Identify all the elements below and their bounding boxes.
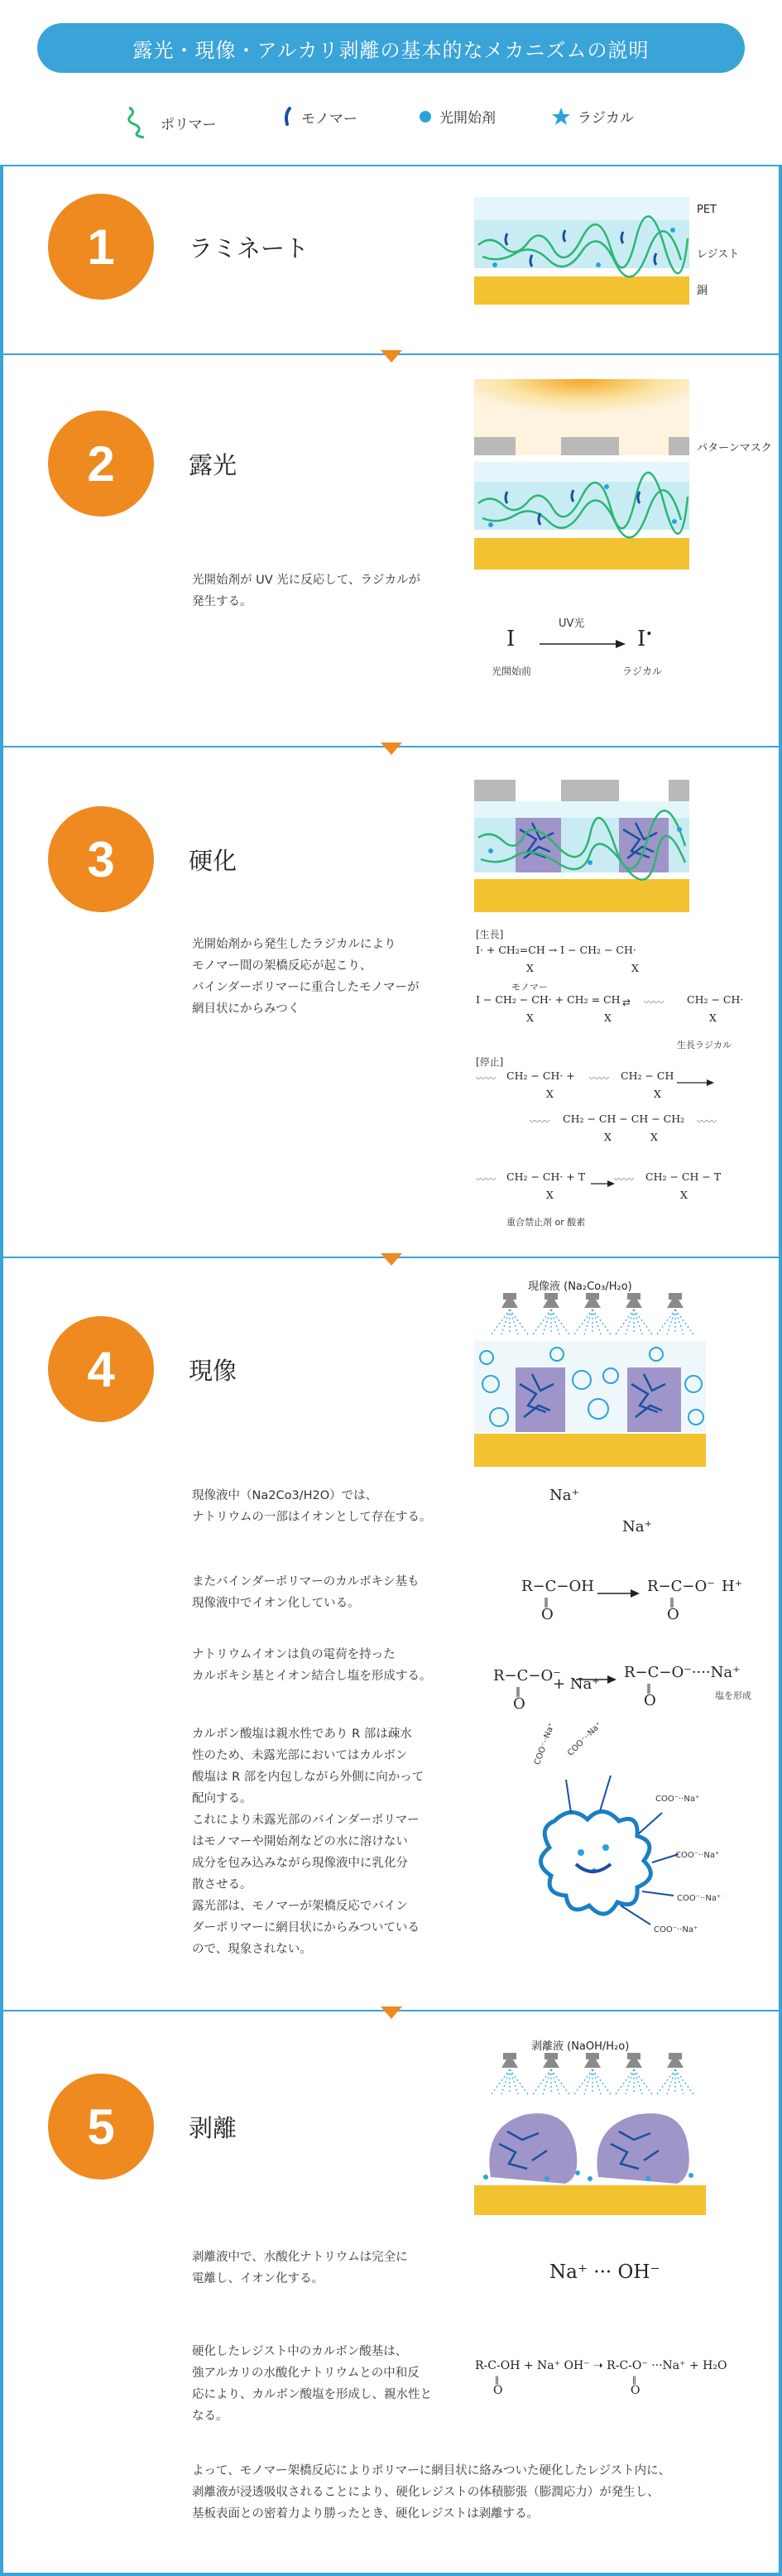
sodium-hydroxide-ions: Na⁺ ··· OH⁻ [549, 2261, 660, 2283]
hydrogen-ion: H⁺ [722, 1578, 743, 1595]
curing-diagram [474, 780, 689, 912]
termination-arrow [591, 1175, 616, 1184]
double-bond-mark: ‖ [669, 1596, 674, 1608]
stripping-diagram [474, 2053, 706, 2215]
step-3-title: 硬化 [189, 847, 237, 875]
exposure-diagram [474, 379, 689, 570]
step-3-text: 光開始剤から発生したラジカルにより モノマー間の架橋反応が起こり、 バインダーポリマーに重合したモノマーが 網目状にからみつく [192, 938, 420, 1016]
eq-substituent: X [709, 1012, 717, 1024]
eq-substituent: X [546, 1189, 554, 1201]
growth-radical-label: 生長ラジカル [677, 1040, 732, 1050]
developing-diagram [474, 1293, 706, 1467]
term-eq-1a: CH₂ − CH· + [506, 1069, 575, 1082]
monomer-label: モノマー [511, 982, 548, 992]
developer-label: 現像液 (Na₂Co₃/H₂o) [528, 1281, 632, 1293]
step-1-number: 1 [48, 194, 154, 300]
legend-monomer-label: モノマー [301, 110, 357, 127]
double-bond-mark: ‖ [495, 2376, 499, 2385]
double-bond-mark: ‖ [516, 1685, 521, 1697]
step-4-paragraph-1: 現像液中（Na2Co3/H2O）では、 ナトリウムの一部はイオンとして存在する。 [192, 1489, 432, 1524]
carboxylate: R−C−O⁻ [493, 1667, 561, 1684]
salt-formation: R−C−O⁻····Na⁺ [624, 1664, 741, 1681]
growth-eq-2a: I − CH₂ − CH· + CH₂ = CH [476, 993, 621, 1006]
eq-substituent: X [546, 1088, 554, 1100]
step-2-number: 2 [48, 411, 154, 517]
step-2-text: 光開始剤が UV 光に反応して、ラジカルが 発生する。 [192, 574, 420, 608]
eq-substituent: X [650, 1131, 658, 1143]
frame-left [0, 166, 3, 2576]
eq-substituent: X [604, 1012, 612, 1024]
carboxylate-sodium-pair: COO⁻··Na⁺ [533, 1721, 557, 1766]
step-arrow [381, 350, 402, 363]
eq-substituent: X [654, 1088, 661, 1100]
oxygen-atom: O [667, 1606, 679, 1623]
reaction-arrow [576, 1672, 617, 1682]
before-initiation-label: 光開始前 [492, 666, 532, 677]
legend-polymer-label: ポリマー [161, 116, 217, 133]
step-4-paragraph-4: カルボン酸塩は親水性であり R 部は疎水 性のため、未露光部においてはカルボン 酸塩は R 部を内包しながら外側に向かって 配向する。 これにより未露光部のバインダーポリマー はモノマーや開始剤などの水に溶けない 成分を包み込みながら現像液中に乳化分 散させる。 露光部は、モノマーが架橋反応でバイン ダーポリマーに網目状にからみついている ので、現象されない。 [192, 1728, 425, 1956]
double-bond-mark: ‖ [544, 1596, 549, 1608]
polymer-icon [124, 106, 154, 139]
salt-label: 塩を形成 [715, 1690, 751, 1701]
chain-wave: 〰〰 [644, 997, 664, 1008]
carboxylate-sodium-pair: COO⁻··Na⁺ [654, 1925, 698, 1934]
page-title: 露光・現像・アルカリ剥離の基本的なメカニズムの説明 [37, 23, 745, 73]
divider [0, 2573, 782, 2576]
step-5-paragraph-1: 剥離液中で、水酸化ナトリウムは完全に 電離し、イオン化する。 [192, 2251, 408, 2285]
chain-wave: 〰〰 [476, 1073, 497, 1084]
legend-radical [551, 106, 634, 127]
step-5-paragraph-2: 硬化したレジスト中のカルボン酸基は、 強アルカリの水酸化ナトリウムとの中和反 応により、カルボン酸塩を形成し、親水性と なる。 [192, 2345, 432, 2423]
term-eq-1b: CH₂ − CH [621, 1069, 674, 1082]
oxygen-atom: O [541, 1606, 554, 1623]
eq-substituent: X [631, 962, 639, 974]
double-bond-mark: ‖ [646, 1682, 651, 1694]
initiator-symbol: I [506, 627, 516, 651]
legend-monomer [281, 106, 357, 127]
eq-substituent: X [680, 1189, 688, 1201]
termination-label: [停止] [476, 1056, 504, 1068]
neutralization-equation: R-C-OH + Na⁺ OH⁻ ➝ R-C-O⁻ ···Na⁺ + H₂O [475, 2359, 727, 2372]
step-2-title: 露光 [189, 451, 237, 479]
legend [0, 98, 782, 139]
step-5-number: 5 [48, 2074, 154, 2180]
photoinitiator-icon [418, 109, 433, 124]
plus-sodium: + Na⁺ [553, 1675, 600, 1693]
step-4-paragraph-2: またバインダーポリマーのカルボキシ基も 現像液中でイオン化している。 [192, 1575, 420, 1610]
step-5-title: 剥離 [189, 2114, 237, 2142]
divider [0, 165, 782, 166]
inhibitor-label: 重合禁止剤 or 酸素 [506, 1217, 586, 1228]
term-eq-3b: CH₂ − CH − T [645, 1170, 722, 1183]
legend-photoinitiator [418, 106, 496, 127]
label-copper: 銅 [697, 285, 708, 297]
label-pattern-mask: パターンマスク [697, 442, 772, 454]
reaction-arrow [597, 1586, 640, 1596]
eq-substituent: X [526, 962, 534, 974]
step-1-title: ラミネート [189, 234, 309, 262]
monomer-icon [281, 106, 295, 127]
step-4-paragraph-3: ナトリウムイオンは負の電荷を持った カルボキシ基とイオン結合し塩を形成する。 [192, 1648, 432, 1683]
oxygen-atom: O [493, 2384, 503, 2397]
step-arrow [381, 2006, 402, 2019]
step-3-number: 3 [48, 806, 154, 912]
frame-right [779, 166, 782, 2576]
radical-icon [551, 107, 571, 127]
legend-radical-label: ラジカル [578, 110, 634, 127]
radical-label: ラジカル [622, 666, 663, 677]
chain-wave: 〰〰 [476, 1174, 497, 1185]
term-eq-2: CH₂ − CH − CH − CH₂ [563, 1113, 685, 1125]
legend-polymer [124, 106, 217, 139]
growth-eq-1: I· + CH₂=CH → I − CH₂ − CH· [476, 944, 636, 956]
carboxylate-sodium-pair: COO⁻··Na⁺ [566, 1720, 604, 1758]
sodium-ion: Na⁺ [549, 1487, 579, 1504]
label-resist: レジスト [697, 248, 740, 261]
carboxylate-sodium-pair: COO⁻··Na⁺ [677, 1894, 722, 1903]
chain-wave: 〰〰 [530, 1116, 550, 1127]
carboxylate-sodium-pair: COO⁻··Na⁺ [655, 1795, 700, 1804]
double-bond-mark: ‖ [632, 2376, 636, 2385]
oxygen-atom: O [513, 1695, 525, 1713]
carboxylic-acid: R−C−OH [521, 1578, 594, 1595]
termination-arrow [677, 1074, 715, 1083]
growth-label: [生長] [476, 929, 504, 940]
step-arrow [381, 1253, 402, 1266]
label-pet: PET [697, 204, 717, 216]
carboxylate-sodium-pair: COO⁻··Na⁺ [675, 1851, 720, 1860]
reaction-arrow [540, 637, 626, 649]
oxygen-atom: O [631, 2384, 640, 2397]
chain-wave: 〰〰 [589, 1073, 610, 1084]
step-4-title: 現像 [189, 1357, 237, 1385]
oxygen-atom: O [644, 1692, 656, 1709]
legend-photoinitiator-label: 光開始剤 [439, 110, 496, 127]
stripper-label: 剥離液 (NaOH/H₂o) [531, 2040, 630, 2053]
step-arrow [381, 743, 402, 755]
uv-light-label: UV光 [559, 618, 585, 630]
carboxylate: R−C−O⁻ [647, 1578, 715, 1595]
eq-substituent: X [526, 1012, 534, 1024]
step-4-number: 4 [48, 1316, 154, 1422]
chain-wave: 〰〰 [614, 1174, 635, 1185]
term-eq-3a: CH₂ − CH· + T [506, 1170, 586, 1183]
eq-substituent: X [604, 1131, 612, 1143]
growth-eq-2b: CH₂ − CH· [687, 993, 744, 1006]
radical-symbol: I• [637, 627, 653, 651]
equilibrium-arrow: ⇄ [622, 997, 631, 1008]
chain-wave: 〰〰 [697, 1116, 717, 1127]
laminate-diagram [474, 197, 689, 305]
step-5-paragraph-3: よって、モノマー架橋反応によりポリマーに網目状に絡みついた硬化したレジスト内に、 剥離液が浸透吸収されることにより、硬化レジストの体積膨張（膨潤応力）が発生し、 基板表面との密着力より勝ったとき、硬化レジストは剥離する。 [192, 2464, 671, 2521]
sodium-ion: Na⁺ [622, 1518, 652, 1536]
